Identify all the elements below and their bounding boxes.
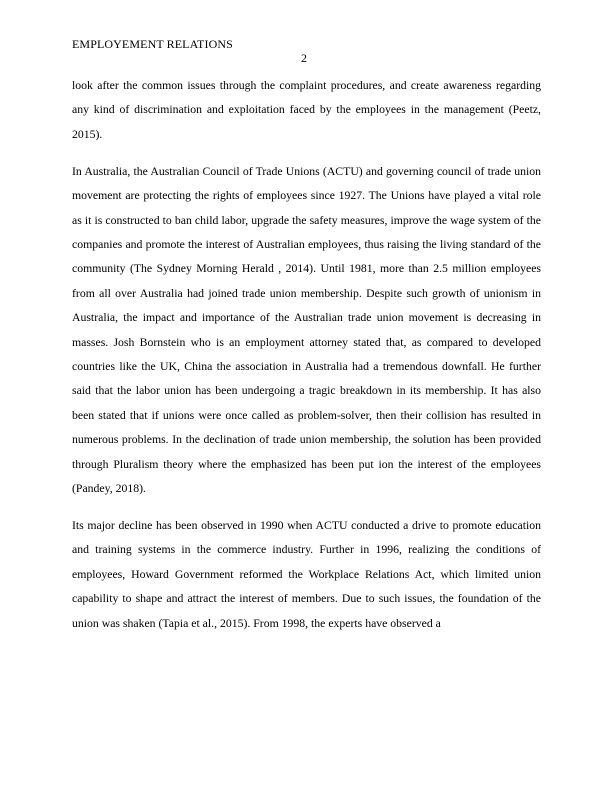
body-text (72, 74, 541, 648)
paragraph-union-decline: Its major decline has been observed in 1990 when ACTU conducted a drive to promote education and training systems in the commerce industry. Further in 1996, realizing the conditions of employees, Howard Government reformed the Workplace Relations Act, which limited union capability to shape and attract the interest of members. Due to such issues, the foundation of the union was shaken (Tapia et al., 2015). From 1998, the experts have observed a (72, 518, 541, 630)
page-number: 2 (301, 51, 307, 65)
paragraph-continuation: look after the common issues through the complaint procedures, and create awareness regarding any kind of discrimination and exploitation faced by the employees in the management (Peetz, 2015). (72, 79, 541, 141)
running-head: EMPLOYEMENT RELATIONS (72, 37, 233, 51)
paragraph-actu-history: In Australia, the Australian Council of Trade Unions (ACTU) and governing council of trade union movement are protecting the rights of employees since 1927. The Unions have played a vital role as it is constructed to ban child labor, upgrade the safety measures, improve the wage system of the companies and promote the interest of Australian employees, thus raising the living standard of the community (The Sydney Morning Herald , 2014). Until 1981, more than 2.5 million employees from all over Australia had joined trade union membership. Despite such growth of unionism in Australia, the impact and importance of the Australian trade union movement is decreasing in masses. Josh Bornstein who is an employment attorney stated that, as compared to developed countries like the UK, China the association in Australia had a tremendous downfall. He further said that the labor union has been undergoing a tragic breakdown in its membership. It has also been stated that if unions were once called as problem-solver, then their collision has resulted in numerous problems. In the declination of trade union membership, the solution has been provided through Pluralism theory where the emphasized has been put ion the interest of the employees (Pandey, 2018). (72, 164, 541, 495)
